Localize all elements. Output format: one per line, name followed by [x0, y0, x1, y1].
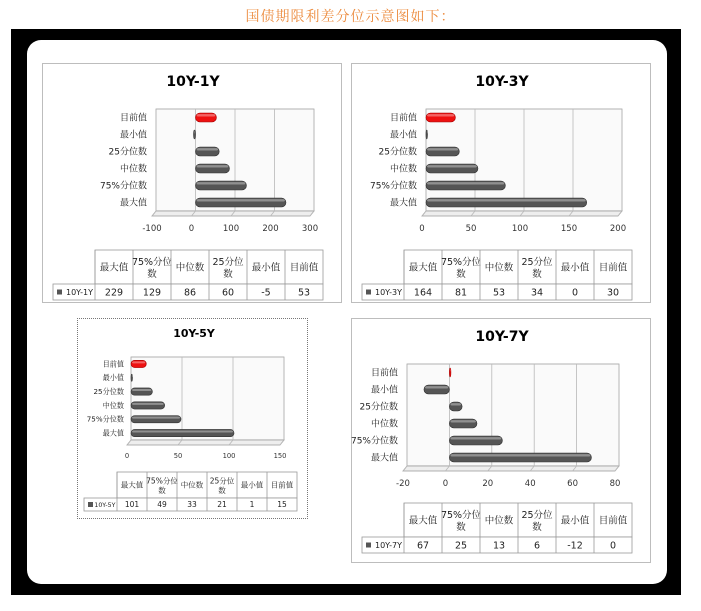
table-value-cell: 53 [297, 287, 311, 299]
bar-shine-3 [427, 148, 458, 150]
bar-shine-2 [450, 420, 476, 422]
table-value-cell: 33 [187, 500, 197, 510]
x-tick-label: 0 [419, 224, 425, 234]
table-value-cell: 21 [217, 500, 227, 510]
bar-shine-0 [132, 430, 233, 432]
table-header-cell: 目前值 [270, 480, 294, 490]
table-value-cell: 13 [492, 540, 506, 552]
table-value-cell: 229 [104, 287, 124, 299]
x-tick-label: 0 [442, 479, 449, 489]
legend-label: 10Y-1Y [66, 288, 93, 297]
table-header-cell: 75%分位数 [440, 257, 482, 280]
table-value-cell: 81 [454, 287, 468, 299]
x-tick-label: 80 [609, 479, 621, 489]
category-label: 25分位数 [359, 402, 398, 413]
bar-shine-0 [427, 199, 586, 201]
x-tick-label: -20 [396, 479, 410, 489]
table-header-cell: 75%分位数 [146, 476, 178, 496]
x-tick-label: 200 [609, 224, 627, 234]
x-tick-label: 100 [222, 452, 236, 460]
category-label: 25分位数 [108, 147, 147, 158]
table-value-cell: 53 [492, 287, 506, 299]
x-tick-label: 0 [124, 452, 130, 460]
table-value-cell: 67 [416, 540, 430, 552]
x-tick-label: 60 [567, 479, 579, 489]
bar-shine-3 [197, 148, 219, 150]
table-value-cell: 15 [277, 500, 287, 510]
table-header-cell: 25分位数 [209, 476, 235, 496]
category-label: 最大值 [102, 428, 124, 438]
table-header-cell: 最小值 [560, 262, 590, 274]
page-title: 国债期限利差分位示意图如下： [245, 9, 456, 25]
chart-title: 10Y-5Y [173, 327, 215, 340]
table-header-cell: 中位数 [484, 262, 514, 274]
table-header-cell: 目前值 [598, 262, 628, 274]
legend-label: 10Y-7Y [375, 541, 402, 550]
bar-4 [194, 130, 196, 139]
table-header-cell: 25分位数 [521, 510, 553, 533]
table-value-cell: 86 [183, 287, 197, 299]
category-label: 75%分位数 [350, 436, 398, 447]
table-value-cell: 60 [221, 287, 235, 299]
table-header-cell: 最大值 [408, 262, 438, 274]
legend-label: 10Y-5Y [94, 501, 116, 509]
category-label: 目前值 [389, 113, 417, 124]
x-tick-label: 50 [173, 452, 183, 460]
bar-shine-4 [425, 386, 448, 388]
bar-shine-5 [197, 114, 216, 116]
table-value-cell: 0 [571, 287, 579, 299]
x-tick-label: 100 [511, 224, 529, 234]
category-label: 最小值 [119, 130, 147, 141]
legend-key [57, 290, 62, 295]
table-value-cell: 1 [249, 500, 255, 510]
data-table [84, 472, 297, 511]
table-header-cell: 目前值 [289, 262, 319, 274]
x-tick-label: 100 [222, 224, 240, 234]
chart-title: 10Y-1Y [166, 74, 220, 90]
bar-shine-3 [132, 389, 151, 391]
bar-shine-1 [132, 417, 180, 419]
bar-shine-0 [197, 199, 285, 201]
bar-shine-4 [427, 131, 428, 133]
table-value-cell: 0 [609, 540, 617, 552]
data-table [362, 503, 632, 553]
table-value-cell: 101 [124, 500, 140, 510]
plot-wall [407, 364, 619, 466]
plot-floor [403, 466, 619, 471]
table-header-cell: 75%分位数 [440, 510, 482, 533]
x-tick-label: 40 [524, 479, 536, 489]
category-label: 最小值 [389, 130, 417, 141]
bar-shine-2 [132, 403, 164, 405]
x-tick-label: 20 [482, 479, 494, 489]
legend-key [366, 543, 371, 548]
legend-key [366, 290, 371, 295]
bar-shine-0 [450, 454, 590, 456]
category-label: 最大值 [389, 198, 417, 209]
bar-shine-5 [450, 369, 451, 371]
category-label: 中位数 [102, 400, 124, 410]
category-label: 最小值 [370, 385, 398, 396]
bar-shine-4 [132, 375, 133, 377]
table-header-cell: 中位数 [484, 515, 514, 527]
plot-wall [131, 357, 284, 440]
table-value-cell: 129 [142, 287, 162, 299]
table-header-cell: 75%分位数 [131, 257, 173, 280]
category-label: 最大值 [119, 198, 147, 209]
table-value-cell: -5 [261, 287, 271, 299]
category-label: 目前值 [370, 368, 398, 379]
x-tick-label: 150 [273, 452, 287, 460]
category-label: 25分位数 [93, 386, 124, 396]
bar-shine-3 [450, 403, 461, 405]
chart-panel-10y-1y [42, 63, 342, 303]
category-label: 目前值 [102, 359, 124, 369]
chart-svg [78, 319, 309, 520]
category-label: 75%分位数 [99, 181, 147, 192]
x-tick-label: 200 [262, 224, 279, 234]
table-value-cell: 30 [606, 287, 620, 299]
bar-shine-2 [197, 165, 229, 167]
chart-svg [352, 319, 652, 564]
category-label: 最小值 [102, 373, 124, 383]
table-value-cell: -12 [567, 540, 583, 552]
chart-svg [43, 64, 343, 304]
category-label: 75%分位数 [369, 181, 417, 192]
bar-shine-1 [197, 182, 246, 184]
table-header-cell: 最小值 [251, 262, 281, 274]
x-tick-label: 50 [465, 224, 477, 234]
bar-shine-1 [450, 437, 501, 439]
category-label: 中位数 [389, 164, 417, 175]
category-label: 目前值 [119, 113, 147, 124]
table-header-cell: 最小值 [240, 480, 264, 490]
data-table [362, 250, 632, 300]
table-header-cell: 最大值 [120, 480, 144, 490]
x-tick-label: 0 [188, 224, 195, 234]
table-value-cell: 49 [157, 500, 167, 510]
chart-panel-10y-7y [351, 318, 651, 563]
bar-shine-2 [427, 165, 477, 167]
chart-title: 10Y-7Y [475, 329, 529, 345]
category-label: 中位数 [370, 419, 398, 430]
chart-svg [352, 64, 652, 304]
legend-key [88, 502, 93, 507]
bar-shine-5 [132, 361, 145, 363]
category-label: 最大值 [370, 453, 398, 464]
table-value-cell: 164 [413, 287, 433, 299]
chart-panel-10y-3y [351, 63, 651, 303]
table-header-cell: 最小值 [560, 515, 590, 527]
x-tick-label: 150 [560, 224, 578, 234]
table-header-cell: 目前值 [598, 515, 628, 527]
table-value-cell: 6 [533, 540, 541, 552]
table-value-cell: 25 [454, 540, 468, 552]
chart-panel-10y-5y [77, 318, 308, 519]
table-header-cell: 25分位数 [212, 257, 244, 280]
table-header-cell: 中位数 [180, 480, 204, 490]
table-value-cell: 34 [530, 287, 544, 299]
bar-shine-5 [427, 114, 454, 116]
category-label: 25分位数 [378, 147, 417, 158]
table-header-cell: 最大值 [408, 515, 438, 527]
data-table [53, 250, 323, 300]
bar-shine-1 [427, 182, 504, 184]
table-header-cell: 最大值 [99, 262, 129, 274]
plot-floor [127, 440, 284, 445]
category-label: 中位数 [119, 164, 147, 175]
chart-title: 10Y-3Y [475, 74, 529, 90]
category-label: 75%分位数 [86, 414, 124, 424]
table-header-cell: 25分位数 [521, 257, 553, 280]
legend-label: 10Y-3Y [375, 288, 402, 297]
table-header-cell: 中位数 [175, 262, 205, 274]
bar-shine-4 [195, 131, 196, 133]
x-tick-label: 300 [301, 224, 319, 234]
x-tick-label: -100 [142, 224, 162, 234]
